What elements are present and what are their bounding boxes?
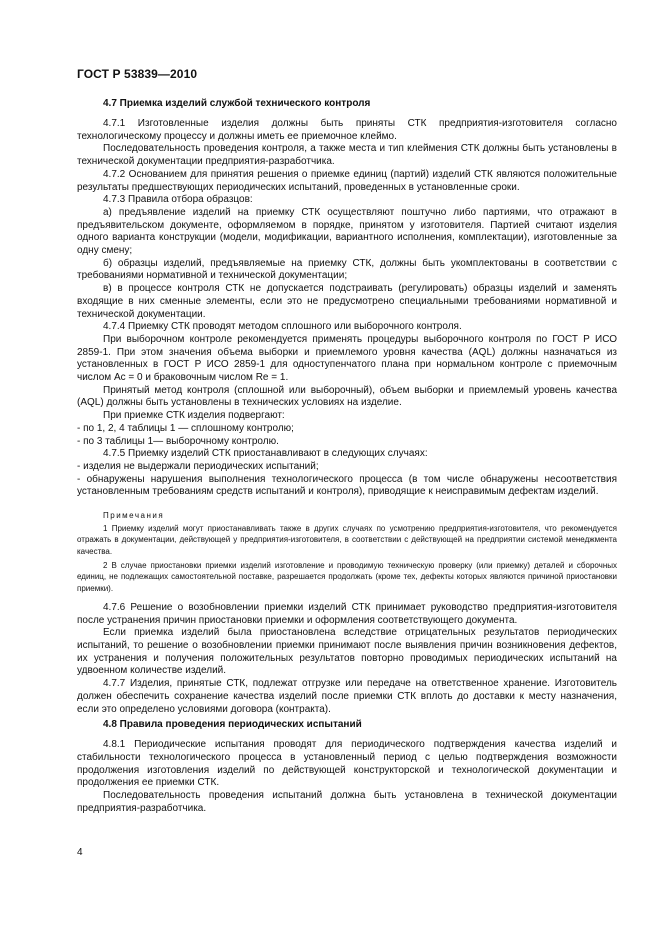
paragraph: 4.7.5 Приемку изделий СТК приостанавливают в следующих случаях: [103, 448, 428, 460]
paragraph: б) образцы изделий, предъявляемые на приемку СТК, должны быть укомплектованы в соответствии с требованиями нормативной и технической документации; [77, 257, 617, 282]
notes-block [77, 510, 617, 594]
paragraph: Последовательность проведения контроля, а также места и тип клеймения СТК должны быть установлены в технической документации предприятия-разработчика. [77, 143, 617, 168]
dash-list-item: - обнаружены нарушения выполнения технологического процесса (в том числе обнаружены несоответствия установленным требованиям средств испытаний и контроля), приводящие к неисправимым дефектам изделий. [77, 473, 617, 498]
notes-title: Примечания [103, 511, 165, 521]
page-number: 4 [77, 847, 83, 858]
dash-list-item: - изделия не выдержали периодических испытаний; [77, 460, 319, 472]
section-4-7-title: 4.7 Приемка изделий службой технического контроля [103, 98, 371, 109]
paragraph: в) в процессе контроля СТК не допускается подстраивать (регулировать) образцы изделий и заменять входящие в них сменные элементы, если это не предусмотрено специальными требованиями нормативной и технической документации. [77, 283, 617, 320]
paragraph: При выборочном контроле рекомендуется применять процедуры выборочного контроля по ГОСТ Р ИСО 2859-1. При этом значения объема выборки и приемлемого уровня качества (AQL) должны назначаться из установленных в ГОСТ Р ИСО 2859-1 для одноступенчатого плана при нормальном контроле с приемочным числом Ac = 0 и браковочным числом Re = 1. [77, 333, 617, 384]
paragraph: Принятый метод контроля (сплошной или выборочный), объем выборки и приемлемый уровень качества (AQL) должны быть установлены в технических условиях на изделие. [77, 384, 617, 409]
paragraph: 4.8.1 Периодические испытания проводят для периодического подтверждения качества изделий и стабильности технологического процесса в установленный период с целью подтверждения возможности продолжения изготовления изделий по действующей конструкторской и технологической документации и продолжения ее приемки СТК. [77, 739, 617, 789]
paragraph: 4.7.4 Приемку СТК проводят методом сплошного или выборочного контроля. [103, 321, 462, 333]
paragraph: 4.7.7 Изделия, принятые СТК, подлежат отгрузке или передаче на ответственное хранение. Изготовитель должен обеспечить сохранение качества изделий после приемки СТК вплоть до доставки к месту назначения, если это определено условиями договора (контракта). [77, 678, 617, 715]
dash-list-item: - по 1, 2, 4 таблицы 1 — сплошному контролю; [77, 422, 294, 434]
document-page [77, 67, 617, 815]
note-item: 1 Приемку изделий могут приостанавливать также в других случаях по усмотрению предприятия-изготовителя, что рекомендуется отражать в документации, действующей у предприятия-изготовителя, в соответствии с действующей на предприятии системой менеджмента качества. [77, 524, 617, 556]
note-item: 2 В случае приостановки приемки изделий изготовление и проводимую техническую проверку (или приемку) деталей и сборочных единиц, не подлежащих самостоятельной поставке, разрешается продолжать (кроме тех, дефекты которых являются причиной приостановки приемки). [77, 560, 617, 593]
paragraph: При приемке СТК изделия подвергают: [103, 410, 285, 422]
paragraph: 4.7.1 Изготовленные изделия должны быть приняты СТК предприятия-изготовителя согласно технологическому процессу и должны иметь ее приемочное клеймо. [77, 118, 617, 142]
paragraph: а) предъявление изделий на приемку СТК осуществляют поштучно либо партиями, что отражают в предъявительском документе, оформляемом в порядке, принятом у изготовителя. Партией считают изделия одного варианта конструкции (модели, модификации, вариантного исполнения, комплектации), изготовленные за одну смену; [77, 206, 617, 257]
paragraph: 4.7.3 Правила отбора образцов: [103, 194, 253, 206]
paragraph: 4.7.2 Основанием для принятия решения о приемке единиц (партий) изделий СТК являются положительные результаты предшествующих периодических испытаний, проведенных в установленные сроки. [77, 168, 617, 193]
section-4-8-title: 4.8 Правила проведения периодических испытаний [103, 719, 362, 731]
dash-list-item: - по 3 таблицы 1— выборочному контролю. [77, 435, 279, 447]
paragraph: Последовательность проведения испытаний должна быть установлена в технической документации предприятия-разработчика. [77, 790, 617, 814]
standard-header: ГОСТ Р 53839—2010 [77, 67, 198, 81]
paragraph: 4.7.6 Решение о возобновлении приемки изделий СТК принимает руководство предприятия-изготовителя после устранения причин приостановки приемки и оформления соответствующего документа. [77, 601, 617, 626]
paragraph: Если приемка изделий была приостановлена вследствие отрицательных результатов периодических испытаний, то решение о возобновлении приемки принимают после выявления причин возникновения дефектов, их устранения и получения положительных результатов повторно проводимых периодических испытаний на удвоенном количестве изделий. [77, 627, 617, 677]
